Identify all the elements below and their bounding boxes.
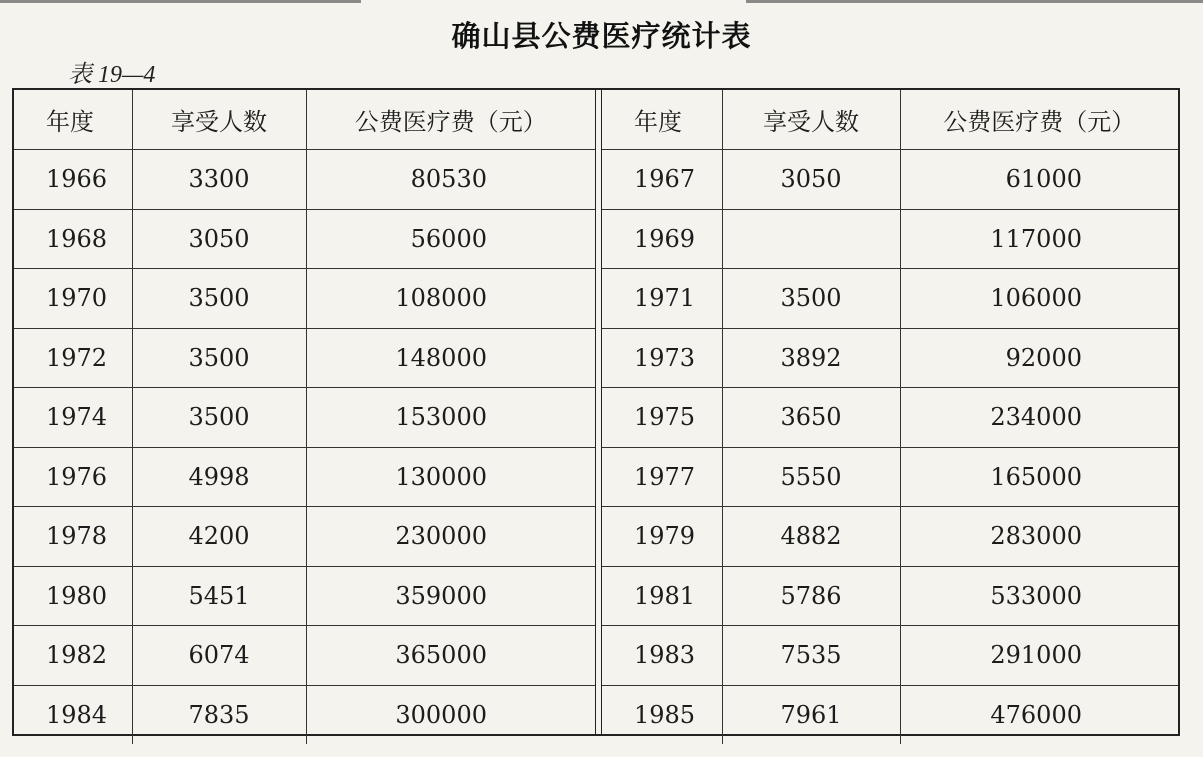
cell-people: 3500: [132, 269, 306, 329]
cell-year: 1984: [14, 685, 132, 744]
cell-cost: 108000: [306, 269, 595, 329]
cell-people: 3892: [722, 328, 900, 388]
cell-people: 3050: [132, 209, 306, 269]
cell-year: 1966: [14, 150, 132, 210]
cell-cost: 234000: [900, 388, 1178, 448]
table-row: [14, 328, 595, 388]
cell-year: 1981: [602, 566, 722, 626]
cell-year: 1970: [14, 269, 132, 329]
table-row: [14, 685, 595, 744]
cell-cost: 533000: [900, 566, 1178, 626]
cell-cost: 365000: [306, 626, 595, 686]
header-people: 享受人数: [132, 90, 306, 150]
cell-cost: 130000: [306, 447, 595, 507]
cell-year: 1968: [14, 209, 132, 269]
cell-cost: 56000: [306, 209, 595, 269]
cell-people: 7535: [722, 626, 900, 686]
cell-year: 1976: [14, 447, 132, 507]
header-year: 年度: [14, 90, 132, 150]
cell-cost: 165000: [900, 447, 1178, 507]
cell-people: 6074: [132, 626, 306, 686]
cell-year: 1985: [602, 685, 722, 744]
cell-people: 4998: [132, 447, 306, 507]
table-row: [602, 388, 1178, 448]
cell-people: 3500: [132, 388, 306, 448]
cell-people: 4200: [132, 507, 306, 567]
cell-year: 1977: [602, 447, 722, 507]
cell-year: 1974: [14, 388, 132, 448]
cell-year: 1969: [602, 209, 722, 269]
cell-people: 5550: [722, 447, 900, 507]
cell-year: 1967: [602, 150, 722, 210]
statistics-table: [12, 88, 1180, 736]
table-right-half: [602, 90, 1178, 734]
cell-year: 1972: [14, 328, 132, 388]
table-row: [602, 507, 1178, 567]
cell-year: 1978: [14, 507, 132, 567]
header-cost: 公费医疗费（元）: [306, 90, 595, 150]
table-row: [14, 507, 595, 567]
column-divider: [595, 90, 602, 734]
table-row: [602, 566, 1178, 626]
cell-year: 1979: [602, 507, 722, 567]
table-row: [14, 447, 595, 507]
table-row: [14, 626, 595, 686]
table-row: [14, 209, 595, 269]
table-row: [602, 209, 1178, 269]
table-row: [14, 388, 595, 448]
table-row: [602, 626, 1178, 686]
table-row: [602, 685, 1178, 744]
header-cost: 公费医疗费（元）: [900, 90, 1178, 150]
table-row: [602, 447, 1178, 507]
cell-cost: 92000: [900, 328, 1178, 388]
cell-people: 3050: [722, 150, 900, 210]
header-people: 享受人数: [722, 90, 900, 150]
header-row: [14, 90, 595, 150]
cell-cost: 80530: [306, 150, 595, 210]
cell-year: 1983: [602, 626, 722, 686]
cell-cost: 359000: [306, 566, 595, 626]
cell-cost: 300000: [395, 700, 487, 729]
cell-cost: 230000: [306, 507, 595, 567]
cell-cost: 291000: [900, 626, 1178, 686]
table-row: [602, 328, 1178, 388]
cell-people: 3500: [132, 328, 306, 388]
top-rule: [0, 0, 1203, 3]
cell-year: 1973: [602, 328, 722, 388]
cell-people: 5451: [132, 566, 306, 626]
cell-year: 1971: [602, 269, 722, 329]
table-row: [602, 269, 1178, 329]
header-year: 年度: [602, 90, 722, 150]
cell-year: 1975: [602, 388, 722, 448]
cell-people: 7961: [722, 685, 900, 744]
cell-year: 1980: [14, 566, 132, 626]
table-row: [14, 269, 595, 329]
cell-people: 4882: [722, 507, 900, 567]
table-number: 表 19—4: [68, 62, 156, 88]
cell-cost: 283000: [900, 507, 1178, 567]
cell-cost: 148000: [306, 328, 595, 388]
header-row: [602, 90, 1178, 150]
cell-cost: 476000: [990, 700, 1082, 729]
table-row: [14, 566, 595, 626]
cell-cost: 153000: [306, 388, 595, 448]
cell-people: 3650: [722, 388, 900, 448]
cell-people: 5786: [722, 566, 900, 626]
cell-people: 3300: [132, 150, 306, 210]
cell-cost: 117000: [900, 209, 1178, 269]
page-title: 确山县公费医疗统计表: [451, 19, 752, 53]
cell-people: 3500: [722, 269, 900, 329]
cell-cost: 106000: [900, 269, 1178, 329]
cell-people: [722, 209, 900, 269]
table-left-half: [14, 90, 595, 734]
table-row: [602, 150, 1178, 210]
table-row: [14, 150, 595, 210]
cell-people: 7835: [132, 685, 306, 744]
cell-year: 1982: [14, 626, 132, 686]
cell-cost: 61000: [900, 150, 1178, 210]
